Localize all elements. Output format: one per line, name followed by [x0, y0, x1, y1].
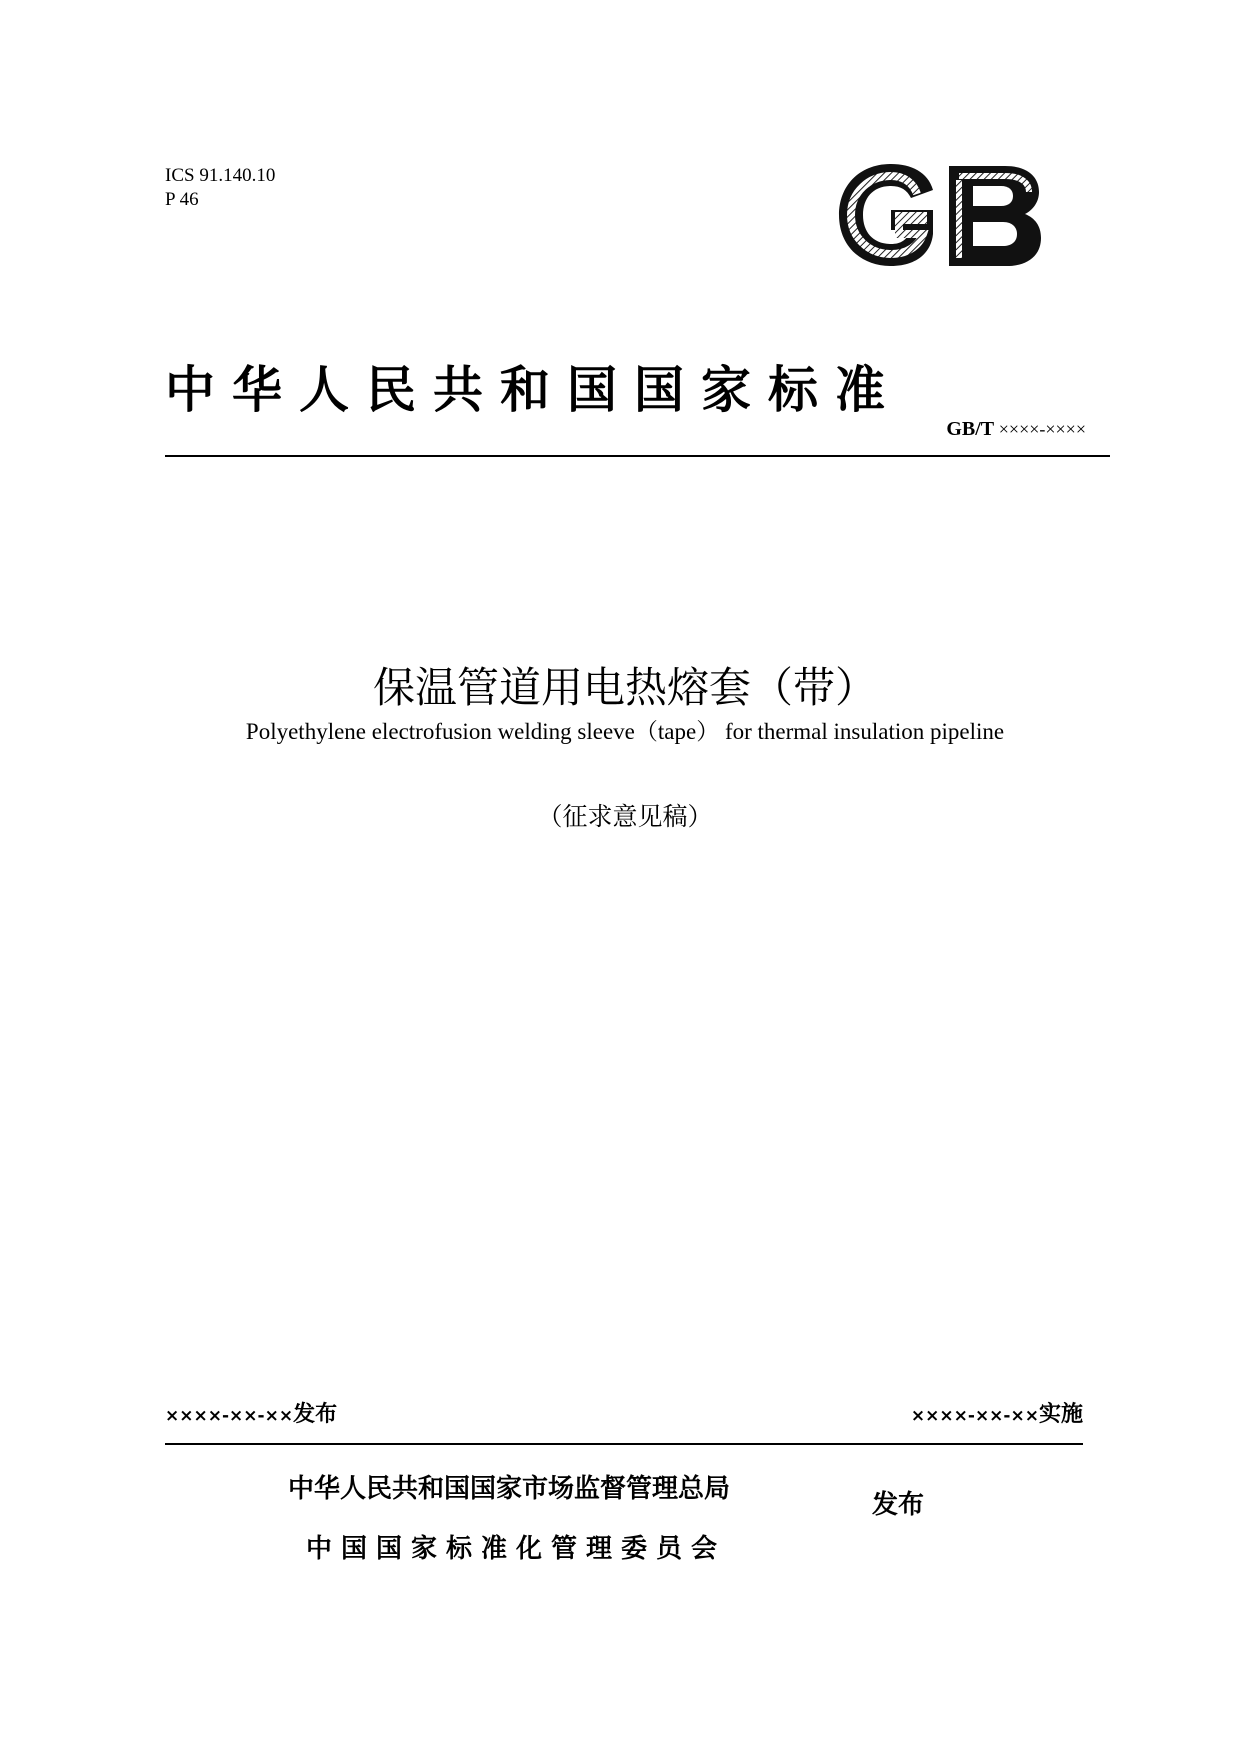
publish-date — [165, 1397, 337, 1428]
issuer-sac: 中国国家标准化管理委员会 — [306, 1534, 727, 1564]
publish-date-label: 发布 — [293, 1402, 338, 1427]
standard-code-number: ××××-×××× — [998, 419, 1086, 439]
implement-date-value: ××××-××-×× — [910, 1406, 1039, 1426]
header-divider — [165, 455, 1110, 457]
footer-divider — [165, 1443, 1083, 1445]
document-title-en: Polyethylene electrofusion welding sleeve（tape） for thermal insulation pipeline — [245, 719, 1005, 744]
implement-date-label: 实施 — [1038, 1402, 1083, 1427]
draft-status: （征求意见稿） — [537, 802, 713, 831]
standard-code — [946, 418, 1086, 441]
issuer-samr: 中华人民共和国国家市场监督管理总局 — [288, 1474, 731, 1504]
ics-code: ICS 91.140.10 — [165, 165, 276, 186]
standard-title: 中华人民共和国国家标准 — [165, 360, 902, 419]
gb-logo — [833, 160, 1045, 270]
document-title-cn: 保温管道用电热熔套（带） — [372, 663, 877, 712]
publish-date-value: ××××-××-×× — [165, 1406, 294, 1426]
ccs-code: P 46 — [165, 189, 199, 210]
standard-code-prefix: GB/T — [946, 418, 994, 440]
classification-codes — [165, 164, 275, 212]
implement-date — [911, 1397, 1083, 1428]
issue-label: 发布 — [872, 1490, 925, 1520]
